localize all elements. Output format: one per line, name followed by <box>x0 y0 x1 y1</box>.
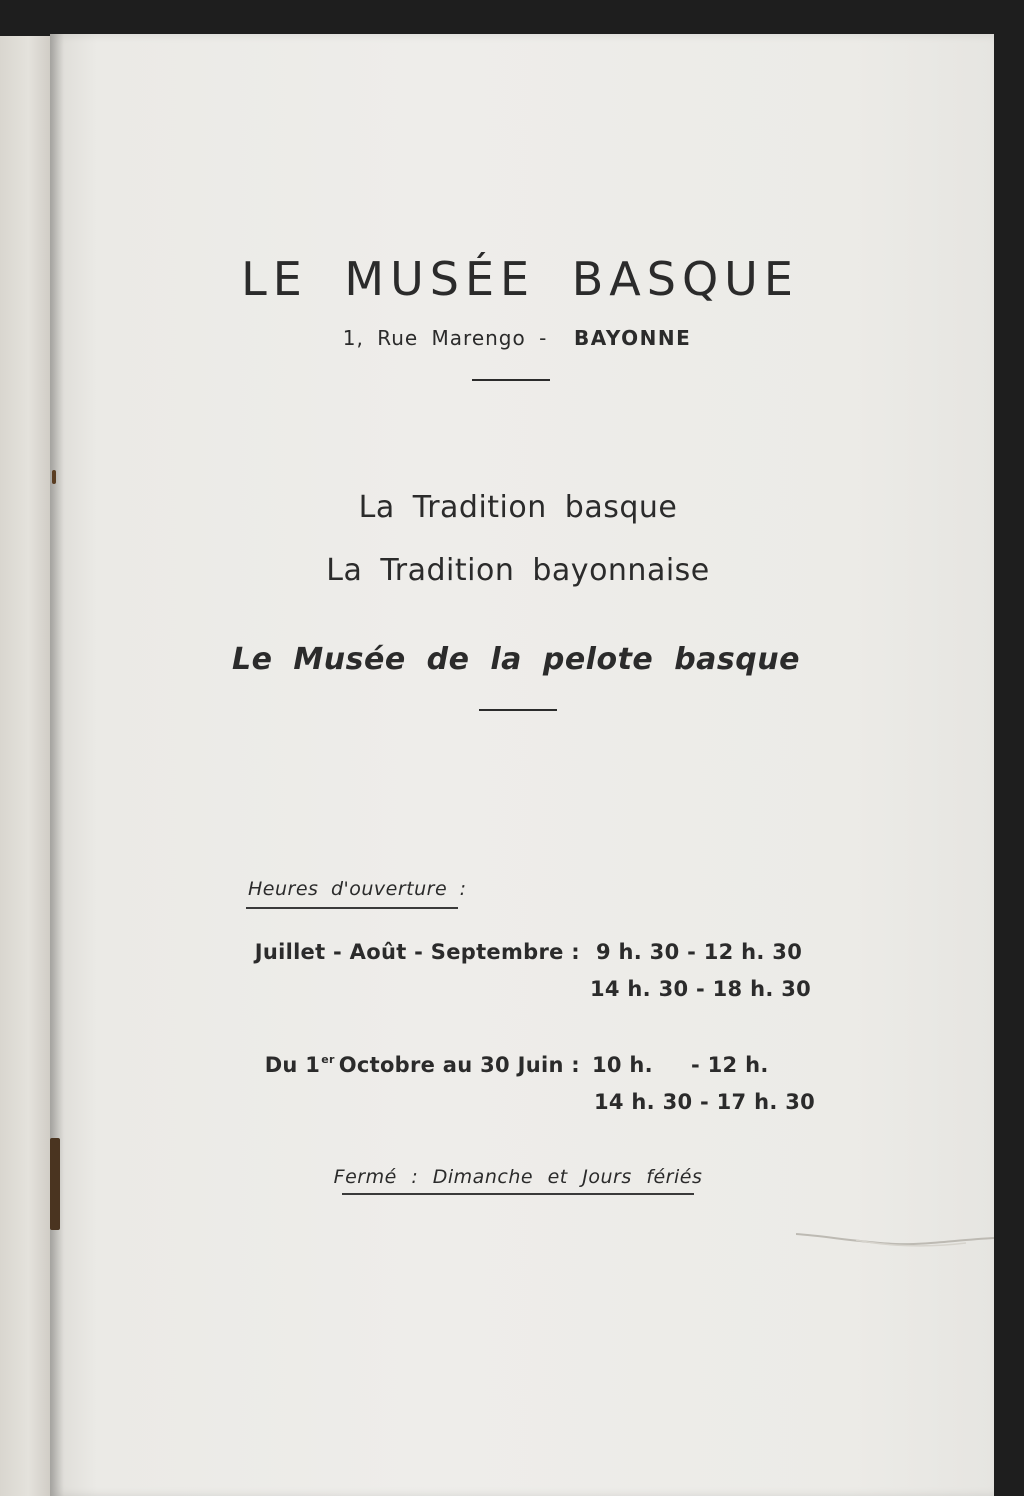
section-tradition-basque: La Tradition basque <box>358 490 678 525</box>
winter-afternoon-hours: 14 h. 30 - 17 h. 30 <box>594 1090 816 1114</box>
address-line <box>0 326 1024 350</box>
winter-label-suffix: Octobre au 30 Juin : <box>338 1053 580 1077</box>
address-city: BAYONNE <box>574 326 692 350</box>
summer-period-label: Juillet - Août - Septembre : <box>254 940 580 964</box>
section-pelote-museum: Le Musée de la pelote basque <box>232 642 800 677</box>
divider-rule <box>472 379 550 381</box>
closed-days-note: Fermé : Dimanche et Jours fériés <box>333 1166 703 1188</box>
staple-rust-mark <box>52 470 56 484</box>
paper-tear <box>796 1228 994 1248</box>
section-tradition-bayonnaise: La Tradition bayonnaise <box>326 553 710 588</box>
winter-morning-hours: 10 h. - 12 h. <box>592 1053 769 1077</box>
ordinal-suffix: er <box>321 1053 335 1066</box>
opening-hours-heading: Heures d'ouverture : <box>248 878 467 900</box>
summer-morning-hours: 9 h. 30 - 12 h. 30 <box>596 940 803 964</box>
closed-note-underline <box>342 1193 694 1195</box>
address-street: 1, Rue Marengo - <box>342 326 548 350</box>
heading-underline <box>246 907 458 909</box>
winter-period-label <box>250 1053 580 1077</box>
museum-title: LE MUSÉE BASQUE <box>241 252 799 306</box>
divider-rule <box>479 709 557 711</box>
summer-afternoon-hours: 14 h. 30 - 18 h. 30 <box>590 977 812 1001</box>
winter-label-prefix: Du 1 <box>264 1053 321 1077</box>
